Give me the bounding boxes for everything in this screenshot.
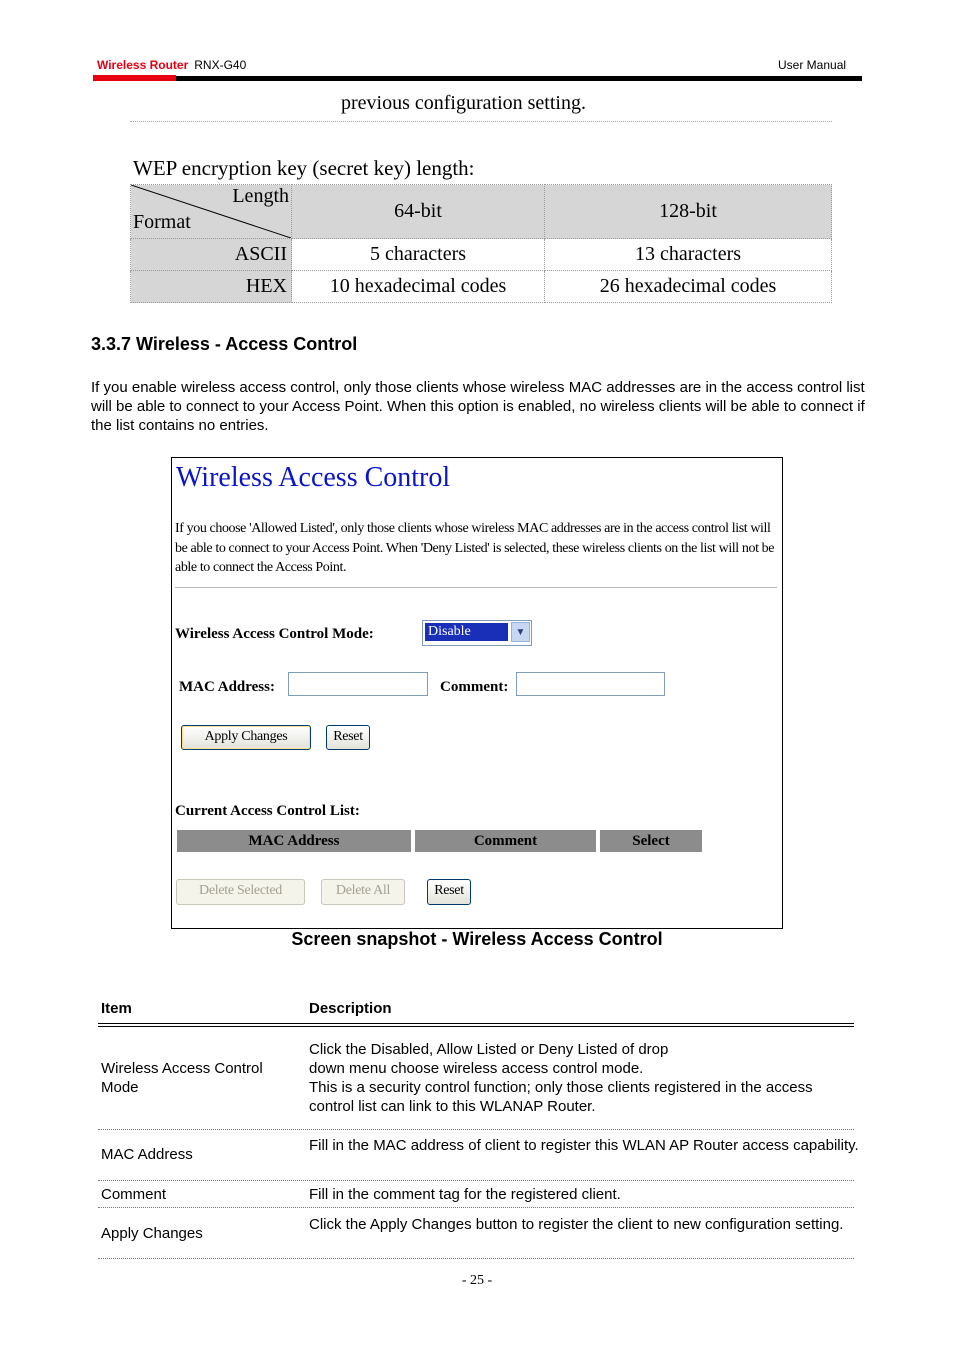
comment-input[interactable] <box>516 672 665 696</box>
description-line: This is a security control function; only those clients registered in the access control list can link to this WLANAP Router. <box>309 1079 813 1115</box>
wireless-access-control-screenshot <box>171 457 783 929</box>
table-row <box>131 239 832 271</box>
intro-paragraph: If you enable wireless access control, only those clients whose wireless MAC addresses are in the access control list will be able to connect to your Access Point. When this option is enabled, no wireless clients will be able to connect if the list contains no entries. <box>91 379 865 434</box>
wep-table-title: WEP encryption key (secret key) length: <box>133 156 475 180</box>
model-name: RNX-G40 <box>194 58 247 72</box>
table-cell: 13 characters <box>545 239 832 271</box>
row-separator <box>98 1180 854 1181</box>
wep-key-length-table <box>130 184 832 303</box>
mode-label: Wireless Access Control Mode: <box>175 626 374 642</box>
reset-button[interactable]: Reset <box>326 725 370 750</box>
previous-config-text: previous configuration setting. <box>341 92 586 114</box>
column-header-comment: Comment <box>415 830 596 852</box>
dotted-divider <box>130 121 832 122</box>
reset-list-button[interactable]: Reset <box>427 879 471 905</box>
row-label-hex: HEX <box>131 271 292 303</box>
header-rule <box>98 1023 854 1024</box>
section-heading: 3.3.7 Wireless - Access Control <box>91 334 358 354</box>
table-row <box>131 185 832 239</box>
table-row-item: MAC Address <box>101 1146 193 1163</box>
table-cell: 10 hexadecimal codes <box>292 271 545 303</box>
table-header-item: Item <box>101 1000 132 1017</box>
corner-length-label: Length <box>232 185 289 207</box>
page-title: Wireless Access Control <box>176 462 451 493</box>
mode-select-value: Disable <box>425 623 508 641</box>
header-rule-red <box>93 75 176 81</box>
table-row-description <box>309 1040 859 1116</box>
corner-format-label: Format <box>133 211 191 233</box>
column-header-select: Select <box>600 830 702 852</box>
chevron-down-icon[interactable]: ▼ <box>511 622 530 642</box>
comment-label: Comment: <box>440 679 509 695</box>
access-list-label: Current Access Control List: <box>175 803 360 819</box>
col-header-64bit: 64-bit <box>292 185 545 239</box>
table-row-item: Comment <box>101 1186 167 1203</box>
running-header-right: User Manual <box>778 58 847 72</box>
table-row-item: Apply Changes <box>101 1225 203 1242</box>
column-header-mac: MAC Address <box>177 830 411 852</box>
corner-cell <box>131 185 292 239</box>
header-rule-black <box>176 76 862 81</box>
brand-name: Wireless Router <box>97 58 189 72</box>
row-label-ascii: ASCII <box>131 239 292 271</box>
table-row <box>131 271 832 303</box>
mac-address-input[interactable] <box>288 672 428 696</box>
apply-changes-button[interactable]: Apply Changes <box>181 725 311 750</box>
table-row-item: Wireless Access Control Mode <box>101 1060 263 1096</box>
row-separator <box>98 1129 854 1130</box>
table-row-description: Fill in the MAC address of client to register this WLAN AP Router access capability. <box>309 1137 859 1154</box>
page-number: - 25 - <box>461 1273 493 1288</box>
divider <box>175 587 777 588</box>
row-separator <box>98 1258 854 1259</box>
description-line: Click the Disabled, Allow Listed or Deny Listed of drop <box>309 1041 669 1058</box>
table-header-description: Description <box>309 1000 392 1017</box>
table-cell: 26 hexadecimal codes <box>545 271 832 303</box>
delete-all-button[interactable]: Delete All <box>321 879 405 905</box>
header-rule <box>98 1026 854 1027</box>
running-header-left <box>97 58 246 72</box>
description-line: down menu choose wireless access control mode. <box>309 1060 644 1077</box>
figure-caption: Screen snapshot - Wireless Access Control <box>291 929 663 949</box>
table-row-description: Click the Apply Changes button to register the client to new configuration setting. <box>309 1216 844 1233</box>
page-description: If you choose 'Allowed Listed', only those clients whose wireless MAC addresses are in the access control list will be able to connect to your Access Point. When 'Deny Listed' is selected, these wireless clients on the list will not be able to connect the Access Point. <box>175 521 775 575</box>
row-separator <box>98 1207 854 1208</box>
mac-address-label: MAC Address: <box>179 679 275 695</box>
col-header-128bit: 128-bit <box>545 185 832 239</box>
mode-select[interactable] <box>422 620 532 646</box>
delete-selected-button[interactable]: Delete Selected <box>176 879 305 905</box>
table-cell: 5 characters <box>292 239 545 271</box>
table-row-description: Fill in the comment tag for the registered client. <box>309 1186 621 1203</box>
